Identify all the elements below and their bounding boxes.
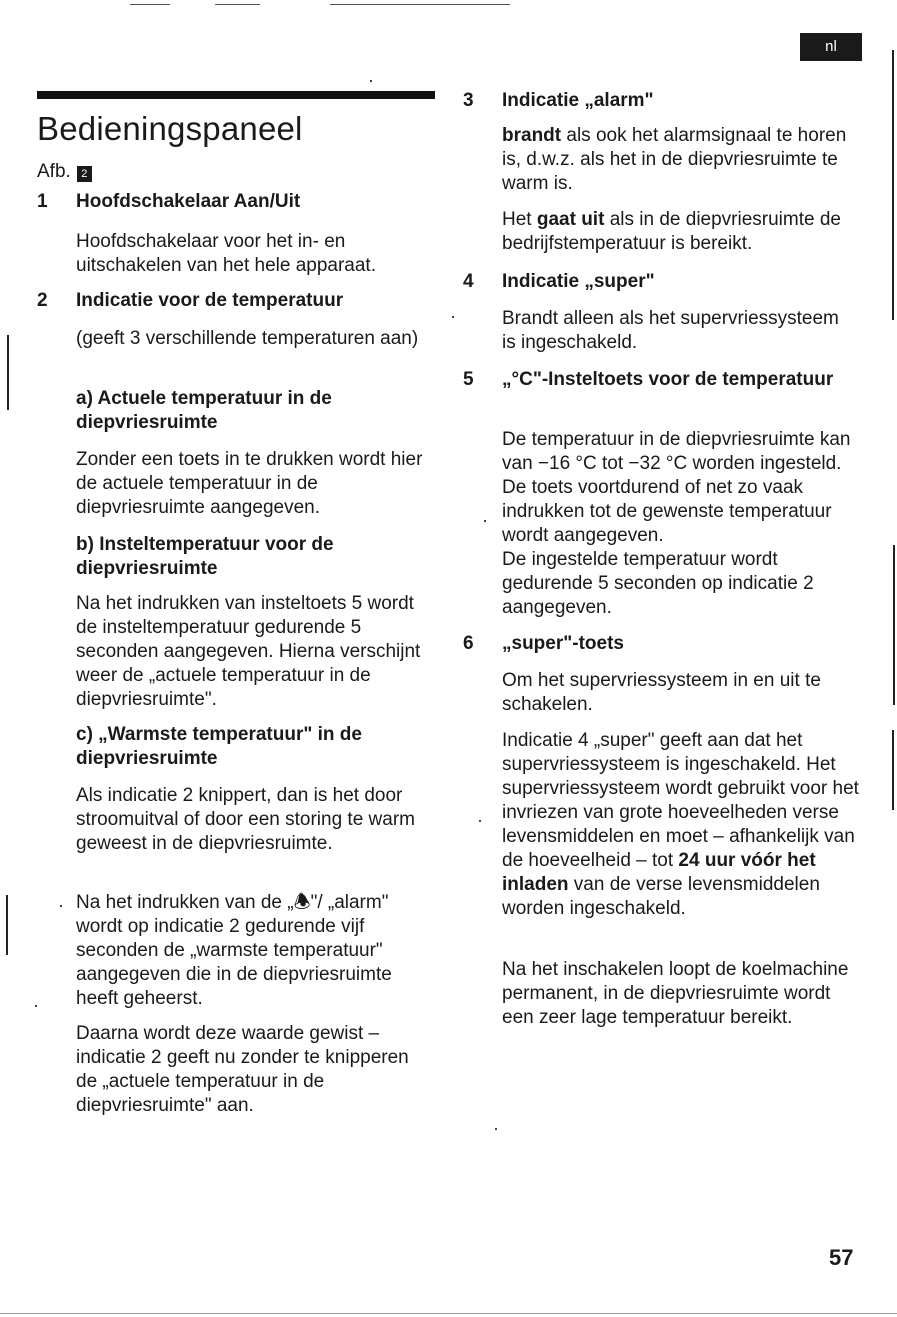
section-heading: „super"-toets (502, 633, 624, 654)
scan-speck (35, 1005, 37, 1007)
section-number: 4 (463, 271, 474, 292)
margin-bar (7, 335, 9, 410)
subsection-body: Na het indrukken van de „🕭"/ „alarm" wordt op indicatie 2 gedurende vijf seconden de „warmste temperatuur" aangegeven die in de diepvriesruimte heeft geheerst. (76, 892, 392, 1009)
margin-bar (892, 50, 894, 320)
section-heading: Indicatie voor de temperatuur (76, 290, 344, 311)
emphasis: gaat uit (536, 209, 605, 230)
subsection-body: Daarna wordt deze waarde gewist – indicatie 2 geeft nu zonder te knipperen de „actuele temperatuur in de diepvriesruimte" aan. (76, 1023, 409, 1116)
section-heading: Indicatie „alarm" (502, 90, 654, 111)
text-run: Het (502, 209, 537, 230)
scan-mark (130, 4, 170, 5)
scan-speck (495, 1128, 497, 1130)
text-run: als in de diepvriesruimte de bedrijfstemperatuur is bereikt. (502, 209, 841, 254)
emphasis: brandt (502, 125, 562, 146)
subsection-heading: a) Actuele temperatuur in de diepvriesruimte (76, 388, 332, 433)
page-title: Bedieningspaneel (37, 110, 303, 147)
section-intro: (geeft 3 verschillende temperaturen aan) (76, 328, 419, 349)
section-heading: Hoofdschakelaar Aan/Uit (76, 191, 301, 212)
section-number: 3 (463, 90, 474, 111)
text-run: van de verse levensmiddelen worden ingeschakeld. (502, 874, 820, 919)
text-run: Indicatie 4 „super" geeft aan dat het supervriessysteem is ingeschakeld. Het supervriessysteem wordt gebruikt voor het invriezen van grote hoeveelheden verse levensmiddelen en moet – afhankelijk van de hoeveelheid – tot (502, 730, 859, 871)
section-body (502, 208, 867, 256)
section-number: 5 (463, 369, 474, 390)
scan-speck (479, 820, 481, 822)
subsection-heading: b) Insteltemperatuur voor de diepvriesruimte (76, 534, 334, 579)
scan-speck (452, 316, 454, 318)
section-number: 1 (37, 191, 48, 212)
subsection-heading: c) „Warmste temperatuur" in de diepvriesruimte (76, 724, 362, 769)
text-run: als ook het alarmsignaal te horen is, d.w.z. als het in de diepvriesruimte te warm is. (502, 125, 847, 194)
language-tab: nl (800, 33, 862, 61)
page-number: 57 (829, 1245, 854, 1270)
bottom-edge (0, 1313, 897, 1314)
margin-bar (892, 730, 894, 810)
section-number: 6 (463, 633, 474, 654)
section-number: 2 (37, 290, 48, 311)
scan-mark (215, 4, 260, 5)
margin-bar (893, 545, 895, 705)
subsection-body: Na het indrukken van insteltoets 5 wordt de insteltemperatuur gedurende 5 seconden aangegeven. Hierna verschijnt weer de „actuele temperatuur in de diepvriesruimte". (76, 593, 421, 710)
figure-reference (37, 160, 92, 184)
section-heading: „°C"-Insteltoets voor de temperatuur (502, 369, 834, 390)
section-body: Brandt alleen als het supervriessysteem is ingeschakeld. (502, 308, 839, 353)
section-body: Hoofdschakelaar voor het in- en uitschakelen van het hele apparaat. (76, 231, 376, 276)
figure-number: 2 (77, 166, 92, 182)
section-body: De temperatuur in de diepvriesruimte kan van −16 °C tot −32 °C worden ingesteld. De toets voortdurend of net zo vaak indrukken tot de gewenste temperatuur wordt aangegeven. (502, 429, 851, 546)
section-body (502, 729, 868, 921)
section-body (502, 124, 867, 196)
subsection-body: Zonder een toets in te drukken wordt hier de actuele temperatuur in de diepvriesruimte aangegeven. (76, 449, 423, 518)
title-rule (37, 91, 435, 99)
section-heading: Indicatie „super" (502, 271, 655, 292)
section-body: Om het supervriessysteem in en uit te schakelen. (502, 670, 821, 715)
section-body: Na het inschakelen loopt de koelmachine permanent, in de diepvriesruimte wordt een zeer lage temperatuur bereikt. (502, 959, 849, 1028)
scan-speck (484, 520, 486, 522)
scan-speck (370, 80, 372, 82)
margin-bar (6, 895, 8, 955)
section-body: De ingestelde temperatuur wordt gedurende 5 seconden op indicatie 2 aangegeven. (502, 549, 814, 618)
emphasis: 24 uur vóór het inladen (502, 850, 816, 895)
scan-speck (60, 905, 62, 907)
figure-label: Afb. (37, 161, 71, 182)
scan-mark (330, 4, 510, 5)
subsection-body: Als indicatie 2 knippert, dan is het door stroomuitval of door een storing te warm geweest in de diepvriesruimte. (76, 785, 415, 854)
